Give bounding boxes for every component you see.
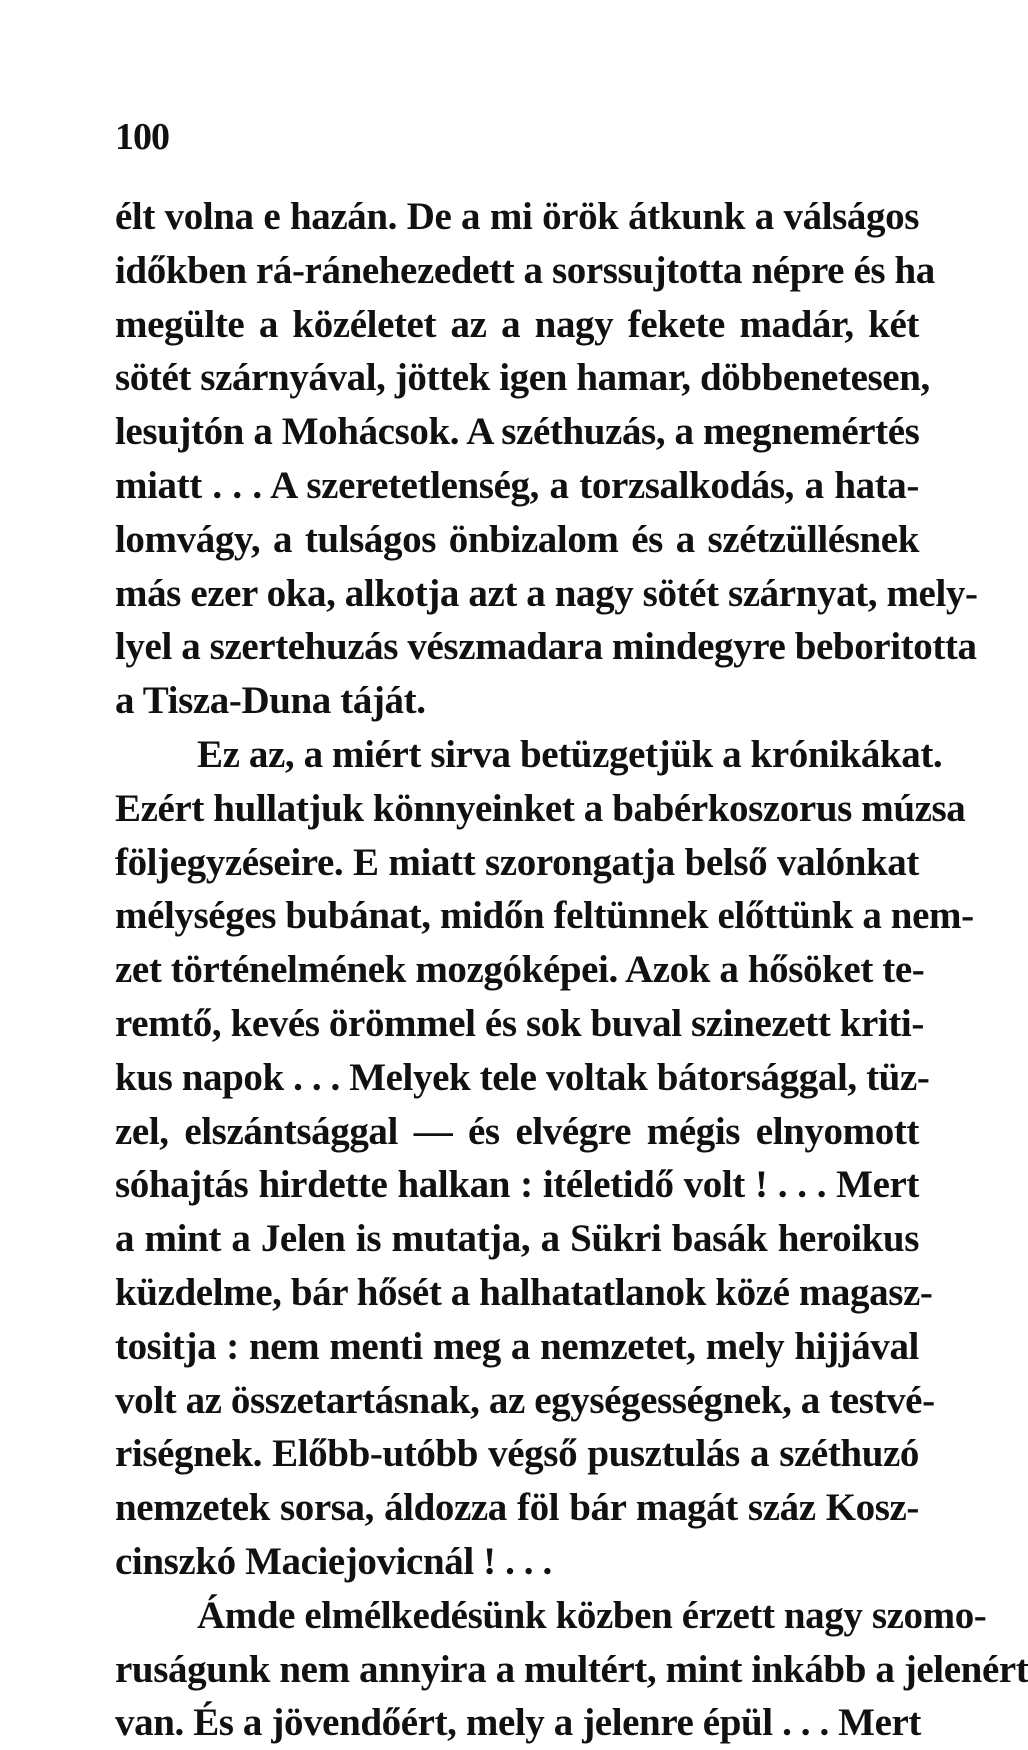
text-line: küzdelme, bár hősét a halhatatlanok közé magasz- <box>115 1270 933 1314</box>
text-line: sötét szárnyával, jöttek igen hamar, döbbenetesen, <box>115 356 930 400</box>
text-line: Ez az, a miért sirva betüzgetjük a krónikákat. <box>197 732 943 776</box>
text-line: a mint a Jelen is mutatja, a Sükri basák heroikus <box>115 1217 919 1261</box>
text-line: lesujtón a Mohácsok. A széthuzás, a megnemértés <box>115 410 920 454</box>
text-line: kus napok . . . Melyek tele voltak bátorsággal, tüz- <box>115 1055 930 1099</box>
page-number: 100 <box>115 116 169 158</box>
text-line: Ámde elmélkedésünk közben érzett nagy szomo- <box>197 1593 987 1637</box>
text-line: megülte a közéletet az a nagy fekete madár, két <box>115 302 919 346</box>
text-line: följegyzéseire. E miatt szorongatja belső valónkat <box>115 840 919 884</box>
text-line: van. És a jövendőért, mely a jelenre épül . . . Mert <box>115 1701 921 1745</box>
text-line: ruságunk nem annyira a multért, mint inkább a jelenért <box>115 1647 1028 1691</box>
text-line: cinszkó Maciejovicnál ! . . . <box>115 1539 552 1583</box>
text-line: zel, elszántsággal — és elvégre mégis elnyomott <box>115 1109 919 1153</box>
text-line: zet történelmének mozgóképei. Azok a hősöket te- <box>115 948 925 992</box>
text-line: lomvágy, a tulságos önbizalom és a szétzüllésnek <box>115 517 919 561</box>
text-line: nemzetek sorsa, áldozza föl bár magát száz Kosz- <box>115 1486 919 1530</box>
text-line: miatt . . . A szeretetlenség, a torzsalkodás, a hata- <box>115 463 919 507</box>
text-line: mélységes bubánat, midőn feltünnek előttünk a nem- <box>115 894 974 938</box>
text-line: riségnek. Előbb-utóbb végső pusztulás a széthuzó <box>115 1432 919 1476</box>
text-line: lyel a szertehuzás vészmadara mindegyre beboritotta <box>115 625 977 669</box>
body-text <box>115 190 1028 1750</box>
text-line: tositja : nem menti meg a nemzetet, mely hijjával <box>115 1324 919 1368</box>
text-line: más ezer oka, alkotja azt a nagy sötét szárnyat, mely- <box>115 571 978 615</box>
text-line: sóhajtás hirdette halkan : itéletidő volt ! . . . Mert <box>115 1163 919 1207</box>
text-line: élt volna e hazán. De a mi örök átkunk a válságos <box>115 195 919 238</box>
text-line: időkben rá-ránehezedett a sorssujtotta népre és ha <box>115 248 935 292</box>
text-line: a Tisza-Duna táját. <box>115 679 426 723</box>
text-line: remtő, kevés örömmel és sok buval szinezett kriti- <box>115 1001 924 1045</box>
text-line: Ezért hullatjuk könnyeinket a babérkoszorus múzsa <box>115 786 966 830</box>
text-line: volt az összetartásnak, az egységességnek, a testvé- <box>115 1378 935 1422</box>
